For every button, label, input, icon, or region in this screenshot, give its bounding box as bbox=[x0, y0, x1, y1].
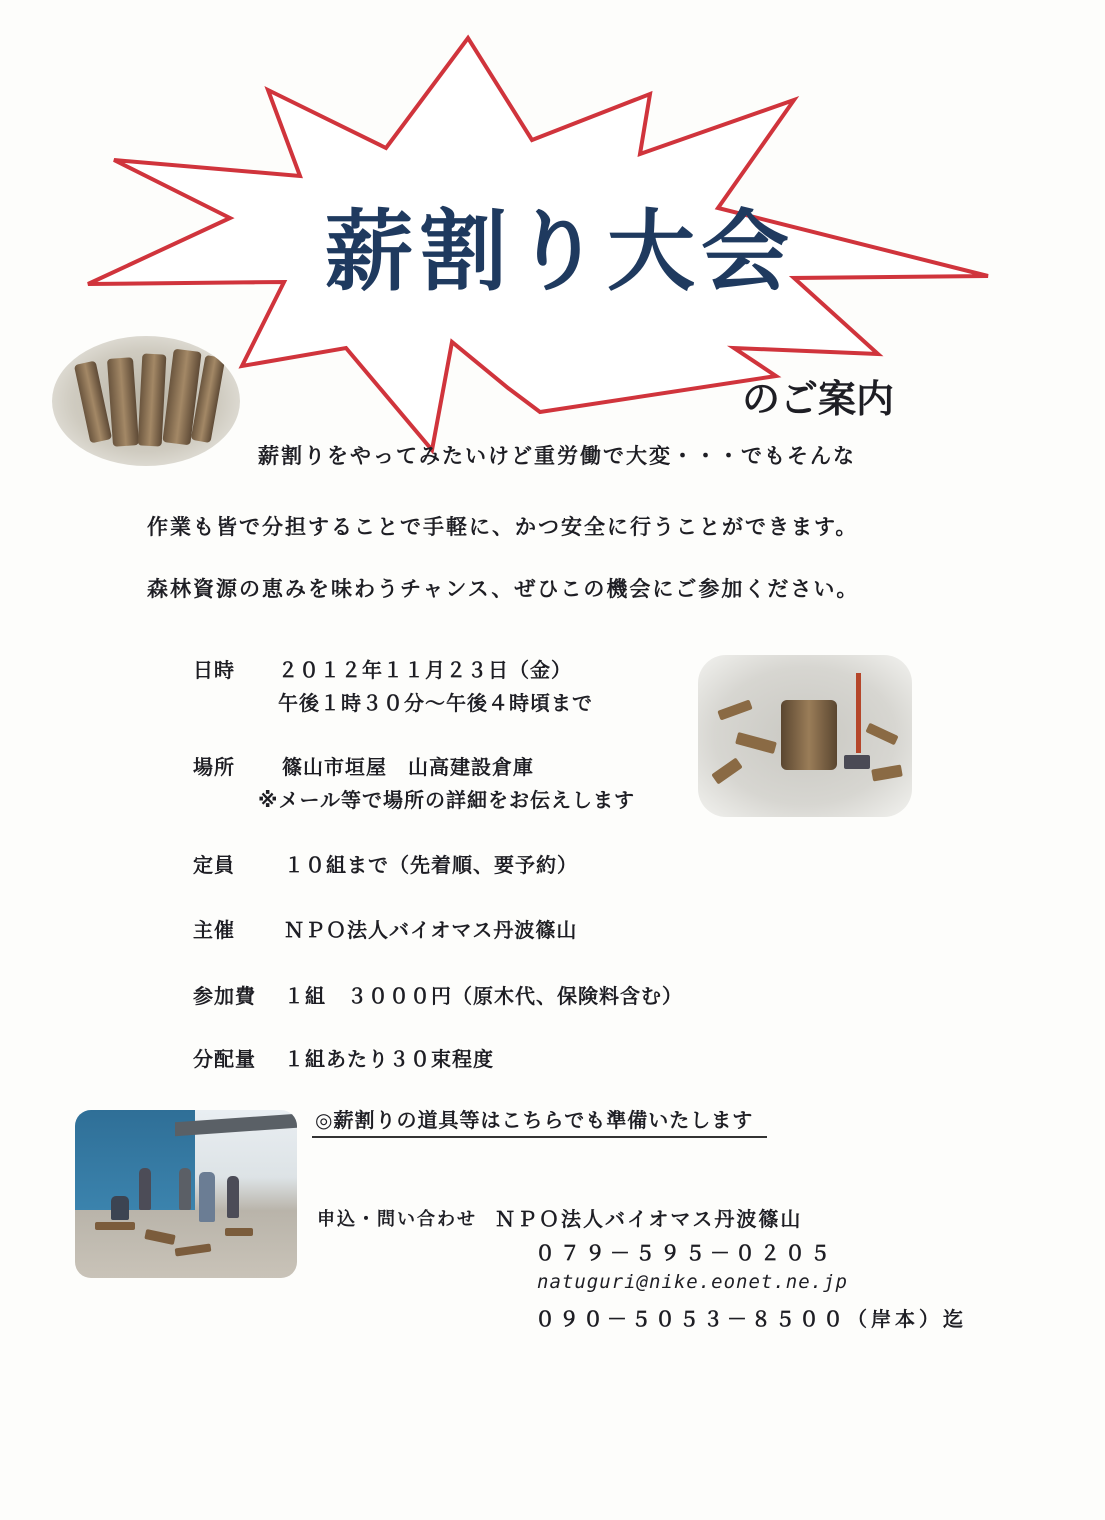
intro-line-1: 薪割りをやってみたいけど重労働で大変・・・でもそんな bbox=[258, 444, 856, 468]
intro-line-3: 森林資源の恵みを味わうチャンス、ぜひこの機会にご参加ください。 bbox=[147, 577, 860, 601]
page-subtitle: のご案内 bbox=[742, 377, 895, 421]
fee-label: 参加費 bbox=[193, 984, 256, 1008]
tools-note-underline bbox=[312, 1136, 767, 1138]
place-label: 場所 bbox=[193, 755, 235, 779]
host-label: 主催 bbox=[193, 918, 235, 942]
capacity-value: １０組まで（先着順、要予約） bbox=[284, 853, 578, 877]
contact-mobile: ０９０－５０５３－８５００（岸本）迄 bbox=[535, 1307, 967, 1331]
contact-phone: ０７９－５９５－０２０５ bbox=[535, 1241, 835, 1265]
tools-note: ◎薪割りの道具等はこちらでも準備いたします bbox=[315, 1108, 754, 1132]
place-note: ※メール等で場所の詳細をお伝えします bbox=[258, 788, 636, 812]
page-title: 薪割り大会 bbox=[324, 200, 795, 303]
contact-org: ＮＰＯ法人バイオマス丹波篠山 bbox=[495, 1207, 803, 1231]
warehouse-photo bbox=[75, 1110, 297, 1278]
chopping-block-photo bbox=[698, 655, 912, 817]
capacity-label: 定員 bbox=[193, 853, 235, 877]
share-label: 分配量 bbox=[193, 1047, 256, 1071]
fee-value: １組 ３０００円（原木代、保険料含む） bbox=[284, 984, 683, 1008]
contact-email[interactable]: natuguri@nike.eonet.ne.jp bbox=[537, 1271, 848, 1293]
place-value: 篠山市垣屋 山高建設倉庫 bbox=[282, 755, 534, 779]
contact-label: 申込・問い合わせ bbox=[317, 1209, 477, 1230]
time-value: 午後１時３０分～午後４時頃まで bbox=[278, 691, 593, 715]
date-value: ２０１２年１１月２３日（金） bbox=[278, 658, 572, 682]
share-value: １組あたり３０束程度 bbox=[284, 1047, 494, 1071]
firewood-photo bbox=[52, 336, 240, 466]
intro-line-2: 作業も皆で分担することで手軽に、かつ安全に行うことができます。 bbox=[147, 515, 859, 539]
host-value: ＮＰＯ法人バイオマス丹波篠山 bbox=[284, 918, 578, 942]
date-label: 日時 bbox=[193, 658, 235, 682]
